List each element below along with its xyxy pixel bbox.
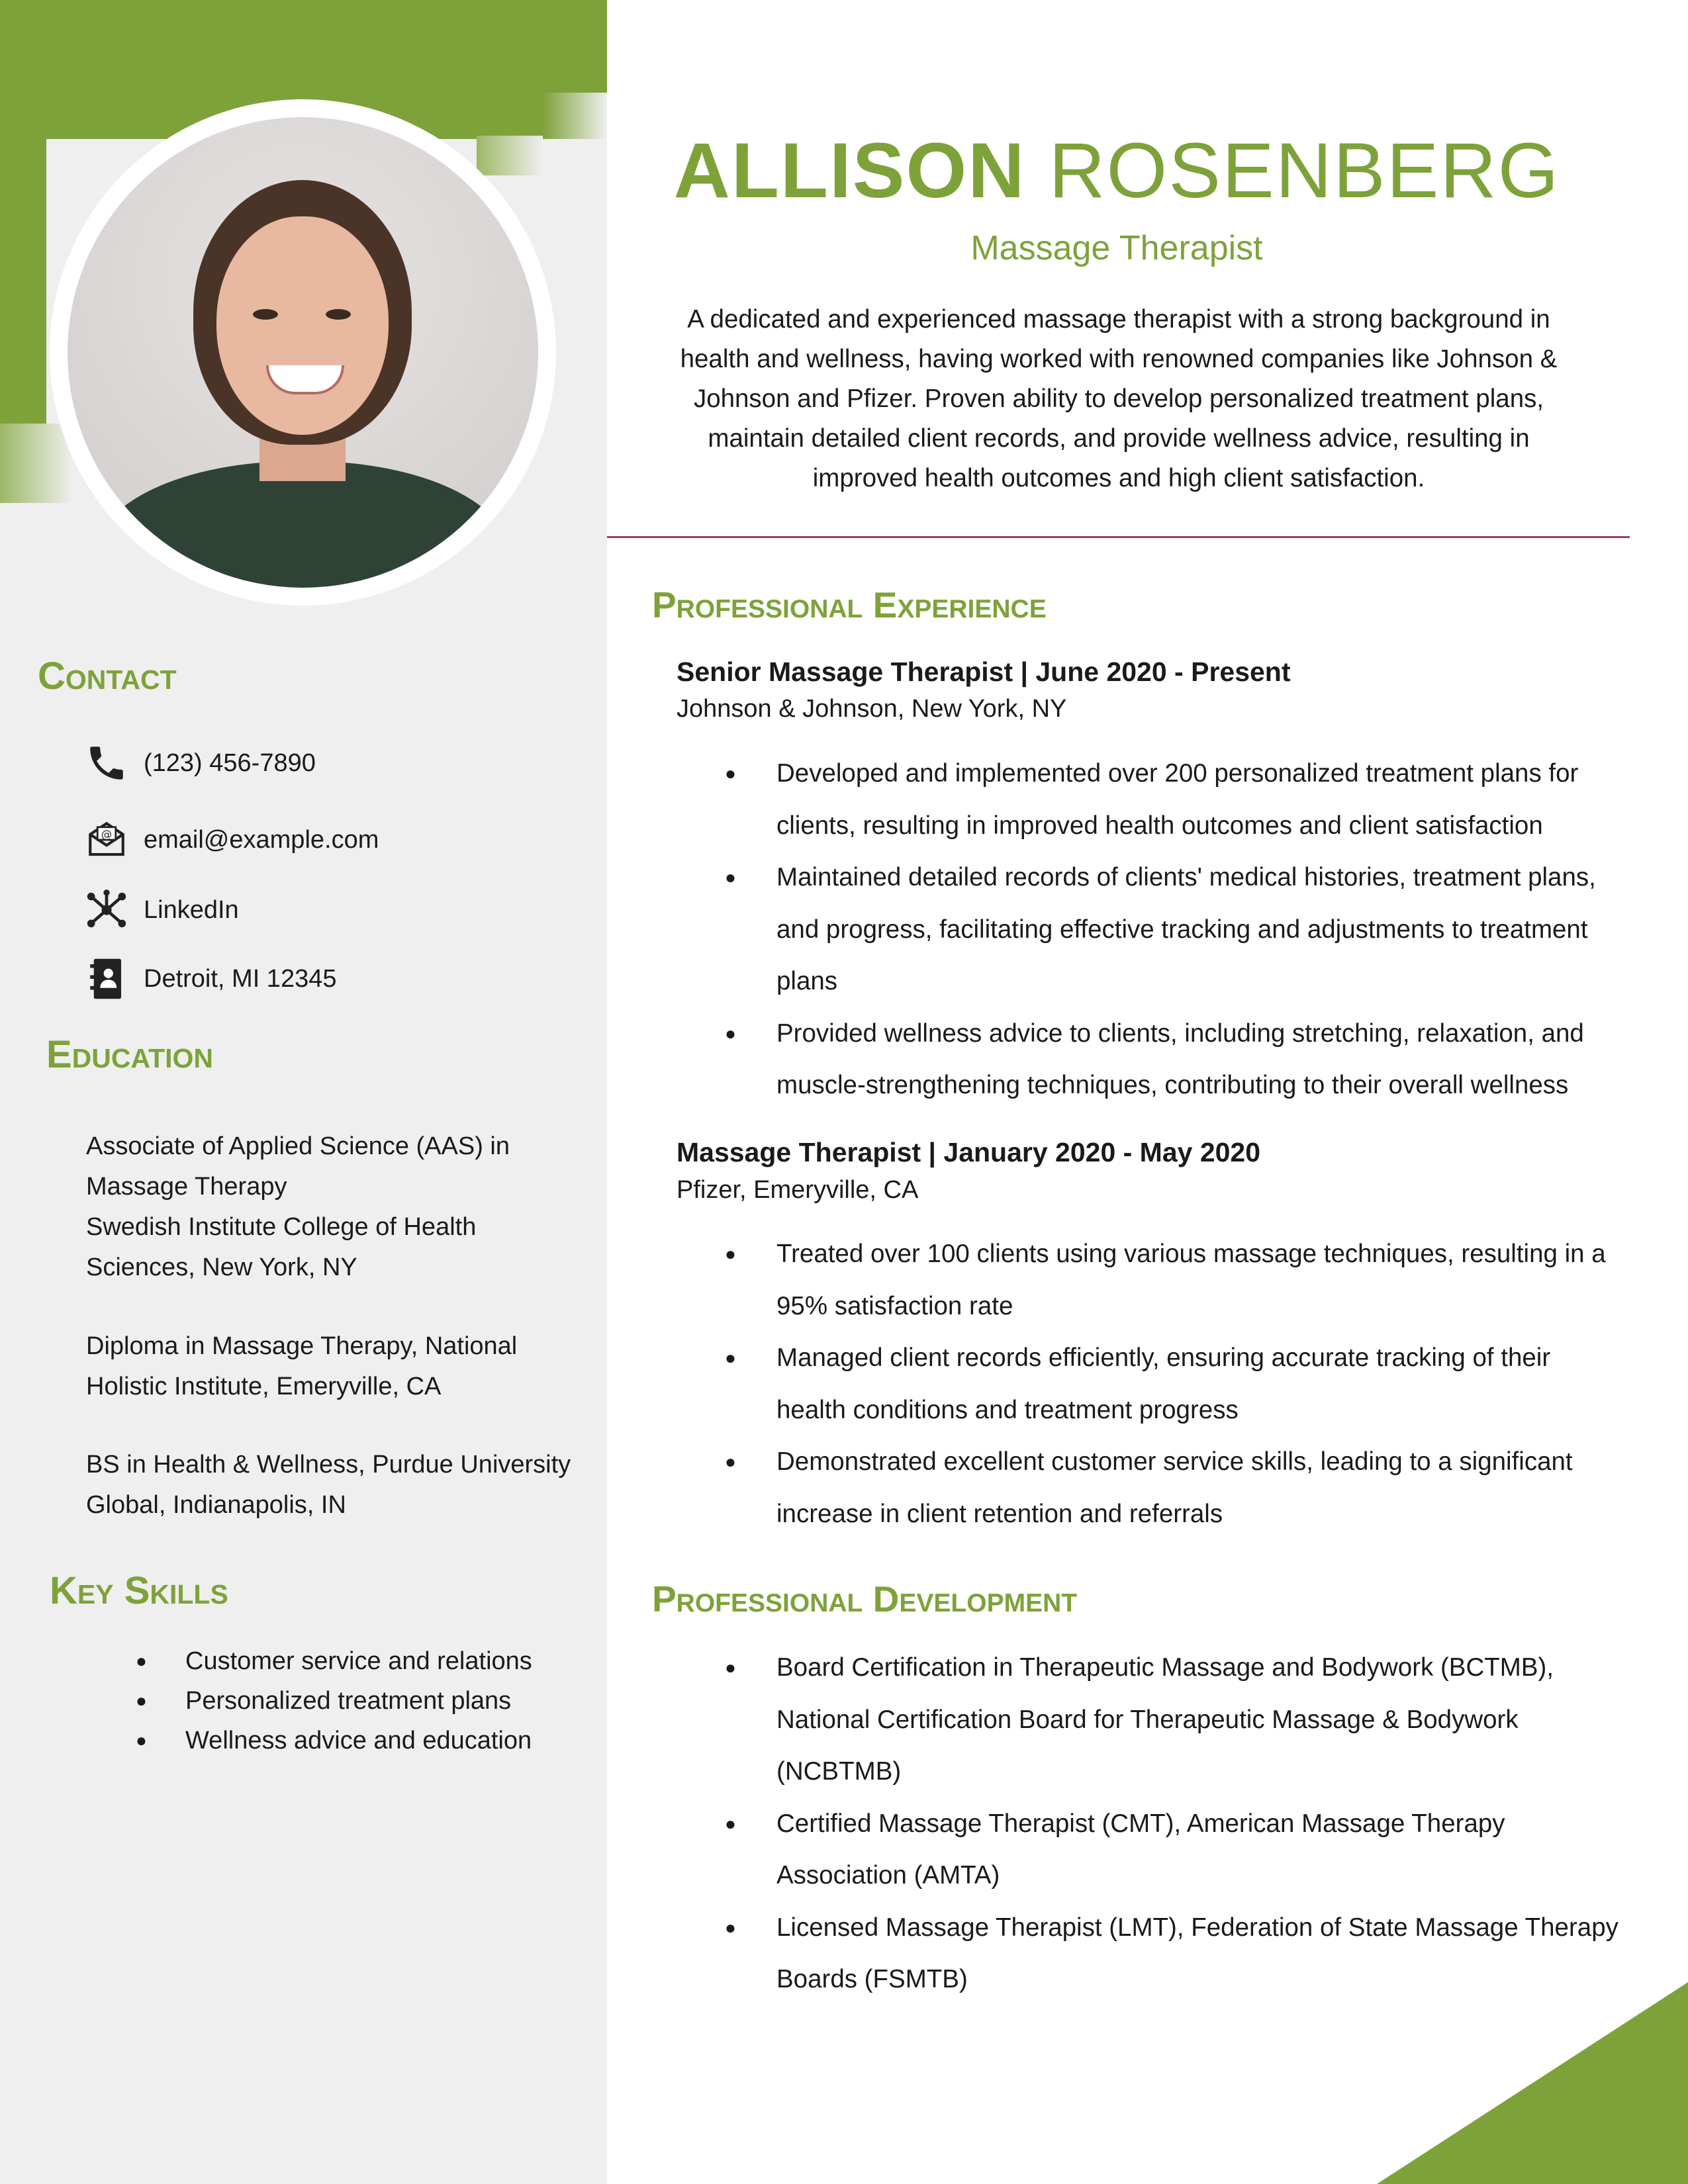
skills-heading: Key Skills [50, 1569, 228, 1612]
green-fade-3 [0, 424, 73, 503]
education-degree-line: Associate of Applied Science (AAS) in [86, 1132, 510, 1160]
education-degree-line: Diploma in Massage Therapy, National [86, 1332, 518, 1360]
education-school-line: Holistic Institute, Emeryville, CA [86, 1373, 442, 1400]
phone-text: (123) 456-7890 [144, 749, 316, 777]
green-accent-left [0, 0, 46, 463]
photo-eye-left [253, 309, 278, 320]
summary-paragraph: A dedicated and experienced massage therapist with a strong background in health and wellness, having worked with renowned companies like Johnson & Johnson and Pfizer. Proven ability to develop personalized treatment plans, maintain detailed client records, and provide wellness advice, resulting in improved health outcomes and high client satisfaction. [680, 305, 1558, 492]
development-item: ● Board Certification in Therapeutic Massage and Bodywork (BCTMB), National Certification Board for Therapeutic Massage & Bodywork (NCBTMB) [725, 1642, 1625, 1798]
education-item [86, 1326, 589, 1407]
education-degree-line: Massage Therapy [86, 1173, 287, 1201]
job-company: Pfizer, Emeryville, CA [677, 1176, 919, 1204]
education-degree-line: BS in Health & Wellness, Purdue University [86, 1451, 571, 1479]
job-bullet: ● Demonstrated excellent customer service skills, leading to a significant increase in client retention and referrals [725, 1436, 1625, 1540]
linkedin-icon [83, 886, 130, 934]
svg-text:@: @ [101, 828, 113, 841]
experience-heading: Professional Experience [652, 584, 1047, 625]
education-item [86, 1445, 589, 1525]
education-school-line: Sciences, New York, NY [86, 1253, 357, 1281]
green-corner-triangle [1377, 1982, 1688, 2184]
contact-linkedin [83, 886, 239, 934]
green-fade-2 [477, 136, 543, 175]
phone-icon [83, 739, 130, 787]
photo-eye-right [326, 309, 351, 320]
profile-photo [68, 117, 538, 588]
job-bullet: ● Managed client records efficiently, ensuring accurate tracking of their health conditions and treatment progress [725, 1332, 1625, 1436]
education-school-line: Global, Indianapolis, IN [86, 1491, 346, 1519]
skill-item: ● Personalized treatment plans [136, 1681, 532, 1721]
education-school-line: Swedish Institute College of Health [86, 1213, 477, 1241]
address-icon [83, 955, 130, 1003]
email-text[interactable]: email@example.com [144, 825, 379, 854]
contact-heading: Contact [38, 655, 177, 698]
job-company: Johnson & Johnson, New York, NY [677, 695, 1067, 723]
skills-list [136, 1641, 532, 1760]
candidate-name [607, 126, 1626, 216]
first-name: ALLISON [673, 127, 1026, 214]
contact-address [83, 955, 336, 1003]
job-title: Senior Massage Therapist | June 2020 - Present [677, 657, 1291, 687]
job-bullet: ● Treated over 100 clients using various massage techniques, resulting in a 95% satisfaction rate [725, 1228, 1625, 1332]
contact-phone [83, 739, 316, 787]
job-bullet-list [725, 748, 1625, 1112]
job-title: Massage Therapist | January 2020 - May 2020 [677, 1137, 1261, 1167]
linkedin-text[interactable]: LinkedIn [144, 895, 239, 924]
skill-item: ● Customer service and relations [136, 1641, 532, 1681]
green-accent-top [0, 0, 607, 93]
last-name: ROSENBERG [1049, 127, 1560, 214]
job-bullet: ● Developed and implemented over 200 personalized treatment plans for clients, resulting in improved health outcomes and client satisfaction [725, 748, 1625, 852]
development-item: ● Certified Massage Therapist (CMT), American Massage Therapy Association (AMTA) [725, 1798, 1625, 1902]
green-fade-1 [543, 93, 607, 139]
email-icon [83, 816, 130, 864]
job-bullet: ● Maintained detailed records of clients' medical histories, treatment plans, and progress, facilitating effective tracking and adjustments to treatment plans [725, 852, 1625, 1008]
education-item [86, 1126, 589, 1288]
photo-face [216, 216, 389, 435]
job-role: Massage Therapist [970, 229, 1263, 267]
development-list [725, 1642, 1625, 2006]
job-bullet: ● Provided wellness advice to clients, including stretching, relaxation, and muscle-strengthening techniques, contributing to their overall wellness [725, 1008, 1625, 1112]
development-heading: Professional Development [652, 1578, 1078, 1619]
education-heading: Education [46, 1033, 214, 1076]
skill-item: ● Wellness advice and education [136, 1721, 532, 1760]
contact-email [83, 816, 379, 864]
address-text: Detroit, MI 12345 [144, 964, 337, 993]
job-bullet-list [725, 1228, 1625, 1540]
header-divider [607, 536, 1630, 538]
development-item: ● Licensed Massage Therapist (LMT), Federation of State Massage Therapy Boards (FSMTB) [725, 1902, 1625, 2006]
